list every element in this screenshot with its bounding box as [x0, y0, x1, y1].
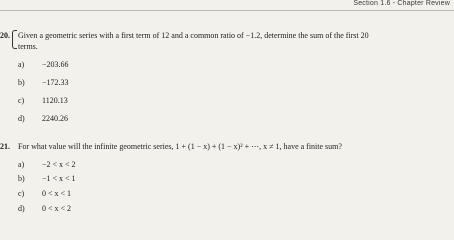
section-header: Section 1.6 - Chapter Review — [353, 0, 450, 7]
option-letter: d) — [18, 204, 25, 213]
header-divider — [0, 10, 454, 11]
option-value: 2240.26 — [42, 114, 68, 123]
option-value: −1 < x < 1 — [42, 174, 76, 183]
option-value: 1120.13 — [42, 96, 68, 105]
question-text-line: Given a geometric series with a first term of 12 and a common ratio of −1.2, determine the sum of the first 20 — [18, 31, 369, 40]
option-value: −2 < x < 2 — [42, 160, 76, 169]
option-value: 0 < x < 1 — [42, 189, 72, 198]
question-bracket — [12, 30, 17, 49]
question-text-line: terms. — [18, 42, 38, 51]
question-text — [18, 30, 448, 52]
option-value: 0 < x < 2 — [42, 204, 72, 213]
option-letter: d) — [18, 114, 25, 123]
option-letter: b) — [18, 78, 25, 87]
question-number: 21. — [0, 142, 10, 151]
question-number: 20. — [0, 31, 10, 40]
option-value: −203.66 — [42, 60, 69, 69]
option-letter: a) — [18, 60, 25, 69]
option-letter: b) — [18, 174, 25, 183]
option-letter: c) — [18, 189, 25, 198]
question-text: For what value will the infinite geometric series, 1 + (1 − x) + (1 − x)² + ⋯, x ≠ 1, have a finite sum? — [18, 142, 342, 151]
option-letter: c) — [18, 96, 25, 105]
option-value: −172.33 — [42, 78, 69, 87]
option-letter: a) — [18, 160, 25, 169]
